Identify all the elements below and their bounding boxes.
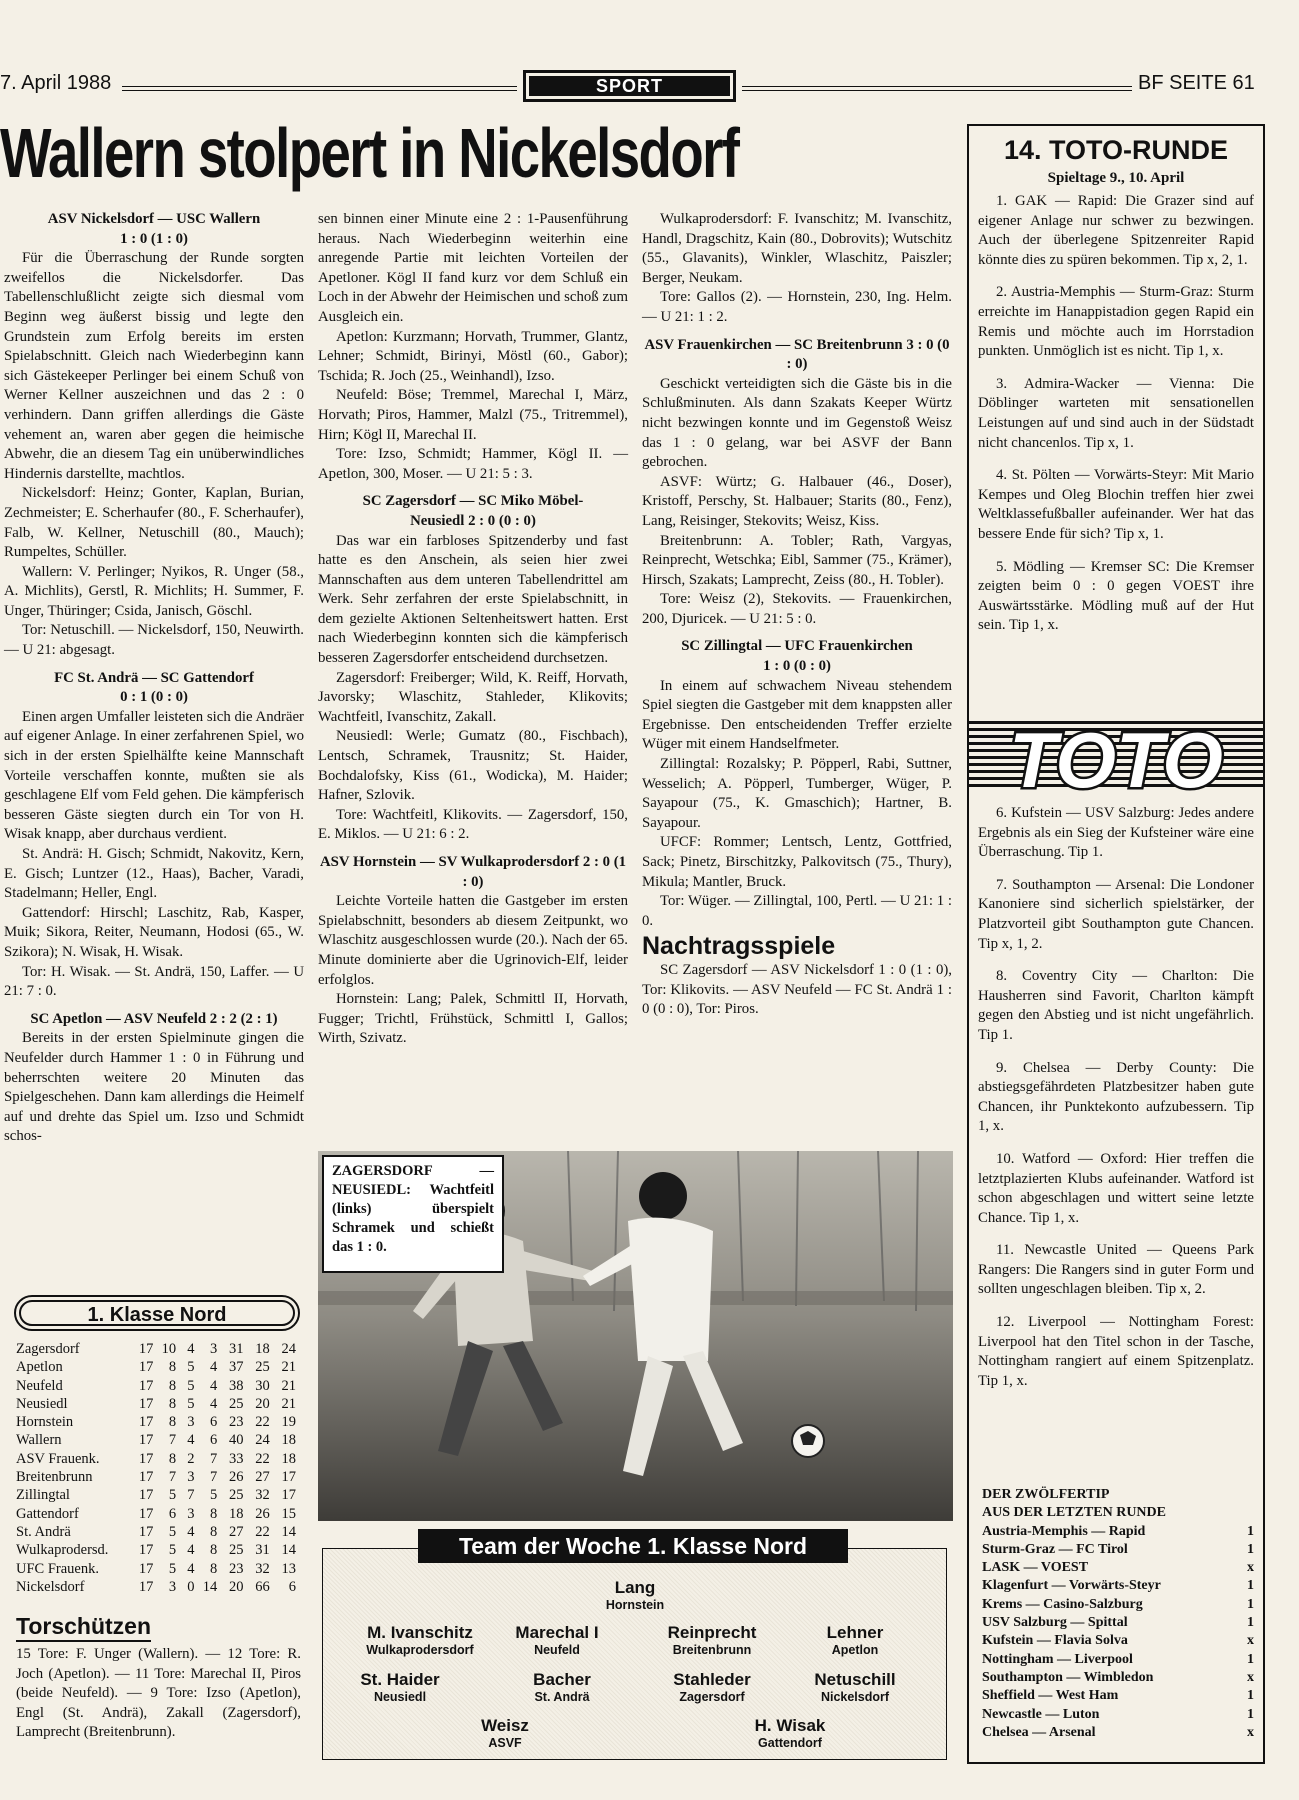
toto-tip: 5. Mödling — Kremser SC: Die Kremser zeigten beim 0 : 0 gegen VOEST ihre Auswärtsstärke. Mödling muß auf der Hut sein. Tip 1, x. [978,558,1254,634]
zwoelfertip-row [982,1687,1254,1705]
article-paragraph: Tor: H. Wisak. — St. Andrä, 150, Laffer. — U 21: 7 : 0. [4,963,304,1000]
article-paragraph: Das war ein farbloses Spitzenderby und fast hatte es den Anschein, als seien hier zwei Mannschaften aus dem unteren Tabellendrittel am Werk. Sehr zerfahren der erste Spielabschnitt, in dem gezielte Aktionen Seltenheitswert hatten. Erst nach Wiederbeginn konnten sich die kämpferisch besseren Zagersdorfer entscheidend durchsetzen. [318,532,628,667]
team-name-cell: Nickelsdorf [16,1578,85,1595]
stat-cell: 4 [209,1395,218,1412]
toto-tip: 8. Coventry City — Charlton: Die Hausherren sind Favorit, Charlton kämpft gegen den Abstieg und ist nicht ungefährlich. Tip 1. [978,968,1254,1043]
player-club: Neusiedl [373,1690,427,1704]
stat-cell: 18 [281,1432,296,1449]
stat-cell: 8 [209,1523,218,1540]
player-club: Hornstein [605,1598,665,1612]
table-row [16,1377,296,1395]
zwoelfertip-subtitle: AUS DER LETZTEN RUNDE [982,1505,1166,1521]
stat-cell: 22 [255,1414,270,1431]
team-name-cell: Apetlon [16,1359,63,1376]
article-paragraph: St. Andrä: H. Gisch; Schmidt, Nakovitz, Kern, E. Gisch; Luntzer (12., Haas), Bacher, Varadi, Stadelmann; Heller, Engl. [4,846,304,902]
stat-cell: 22 [255,1523,270,1540]
stat-cell: 20 [255,1395,270,1412]
article-paragraph: Tore: Izso, Schmidt; Hammer, Kögl II. — Apetlon, 300, Moser. — U 21: 5 : 3. [318,446,628,482]
match-heading: ASV Nickelsdorf — USC Wallern [47,211,261,227]
stat-cell: 7 [187,1487,195,1504]
zwoelfertip-match: Sturm-Graz — FC Tirol [982,1541,1128,1557]
stat-cell: 5 [168,1523,177,1540]
table-row [16,1560,296,1578]
team-name-cell: Zagersdorf [16,1341,80,1357]
article-paragraph: In einem auf schwachem Niveau stehendem Spiel siegten die Gastgeber mit dem knappsten aller Ergebnisse. Den entscheidenden Treffer erzielte Wüger mit einem Handselfmeter. [642,677,952,753]
player-club: Breitenbrunn [672,1643,752,1657]
player-club: Nickelsdorf [820,1690,890,1704]
stat-cell: 4 [209,1359,218,1376]
zwoelfertip-row [982,1541,1254,1559]
article-paragraph: Breitenbrunn: A. Tobler; Rath, Vargyas, Reinprecht, Wetschka; Eibl, Sammer (75., Krämer), Hirsch, Szakats; Lamprecht, Zeiss (80., H. Tobler). [642,532,952,588]
article-paragraph: UFCF: Rommer; Lentsch, Lentz, Gottfried, Sack; Pinetz, Birschitzky, Palkovitsch (75., Thury), Mikula; Mantler, Bruck. [642,834,952,890]
page-headline: Wallern stolpert in Nickelsdorf [0,114,739,192]
section-label-text: SPORT [529,76,730,96]
zwoelfertip-title: DER ZWÖLFERTIP [982,1487,1110,1502]
stat-cell: 17 [138,1487,154,1504]
stat-cell: 5 [168,1542,177,1559]
stat-cell: 40 [228,1432,244,1449]
team-player [632,1670,792,1705]
table-row [16,1541,296,1559]
stat-cell: 32 [255,1487,270,1504]
article-paragraph: Hornstein: Lang; Palek, Schmittl II, Horvath, Fugger; Trichtl, Frühstück, Schmittl I, Gallos; Wirth, Szivatz. [318,991,628,1047]
zwoelfertip-match: Krems — Casino-Salzburg [982,1596,1143,1612]
scorers-heading: Torschützen [16,1612,151,1642]
stat-cell: 5 [168,1560,177,1577]
stat-cell: 2 [187,1450,195,1467]
zwoelfertip-result: 1 [1247,1706,1254,1722]
player-club: Neufeld [534,1643,580,1657]
header-rule-right [742,86,1132,91]
stat-cell: 5 [168,1487,177,1504]
team-player [555,1578,715,1613]
table-row [16,1431,296,1449]
zwoelfertip-match: Austria-Memphis — Rapid [982,1523,1146,1539]
article-paragraph: Wallern: V. Perlinger; Nyikos, R. Unger (58., A. Michlits), Gerstl, R. Michlits; H. Summer, F. Unger, Thüringer; Csida, Janisch, Göschl. [4,563,304,619]
zwoelfertip-row [982,1614,1254,1632]
stat-cell: 4 [187,1432,195,1449]
zwoelfertip-result: 1 [1247,1615,1254,1631]
stat-cell: 27 [228,1523,244,1540]
article-paragraph: Nickelsdorf: Heinz; Gonter, Kaplan, Burian, Zechmeister; E. Scherhaufer (80., F. Scherhaufer), Falb, W. Kellner, Netuschill (80., Mauch); Rumpeltes, Schüller. [4,485,304,561]
match-heading: 1 : 0 (1 : 0) [120,230,188,247]
article-paragraph: Leichte Vorteile hatten die Gastgeber im ersten Spielabschnitt, besonders ab diesem Zeitpunkt, wo Wlaschitz ausgeschlossen wurde (20.). Nach der 65. Minute dominierte aber die Ugrinovich-Elf, leider erfolglos. [318,893,628,988]
player-name: Bacher [533,1670,591,1689]
section-heading: Nachtragsspiele [642,932,836,961]
article-column-3 [642,210,952,1020]
article-paragraph: Neusiedl: Werle; Gumatz (80., Fischbach), Lentsch, Schramek, Trausnitz; St. Haider, Bochdalofsky, Kiss (61., Wodicka), M. Haider; Hafner, Szlovik. [318,728,628,804]
stat-cell: 4 [187,1560,195,1577]
stat-cell: 8 [168,1414,177,1431]
stat-cell: 6 [209,1414,218,1431]
issue-date: 7. April 1988 [0,72,112,94]
stat-cell: 25 [228,1542,244,1559]
player-name: Reinprecht [667,1623,757,1642]
team-player [340,1623,500,1658]
photo-caption: ZAGERSDORF — NEUSIEDL: Wachtfeitl (links) überspielt Schramek und schießt das 1 : 0. [322,1155,504,1273]
section-label [523,70,736,102]
team-player [477,1623,637,1658]
team-name-cell: St. Andrä [16,1523,71,1540]
team-player [775,1623,935,1658]
player-club: Zagersdorf [679,1690,745,1704]
toto-logo [969,715,1263,797]
stat-cell: 7 [209,1469,218,1486]
article-paragraph: Tor: Netuschill. — Nickelsdorf, 150, Neuwirth. — U 21: abgesagt. [4,622,304,659]
zwoelfertip-match: Chelsea — Arsenal [982,1724,1096,1740]
stat-cell: 23 [228,1560,244,1577]
page-number: BF SEITE 61 [1138,72,1255,94]
table-row [16,1505,296,1523]
stat-cell: 17 [138,1450,154,1467]
match-heading: SC Zillingtal — UFC Frauenkirchen [681,638,913,655]
league-table [16,1340,296,1596]
toto-tip: 10. Watford — Oxford: Hier treffen die letztplazierten Klubs aufeinander. Watford ist schon abgeschlagen und wittert seine letzte Chance. Tip 1, x. [978,1150,1254,1226]
zwoelfertip-row [982,1651,1254,1669]
stat-cell: 17 [138,1395,154,1412]
table-row [16,1578,296,1596]
stat-cell: 10 [161,1341,177,1357]
player-name: Marechal I [515,1623,599,1642]
zwoelfertip-match: USV Salzburg — Spittal [982,1615,1128,1631]
player-name: Stahleder [673,1670,751,1689]
stat-cell: 3 [187,1469,195,1486]
stat-cell: 5 [187,1359,195,1376]
zwoelfertip-result: 1 [1247,1688,1254,1704]
football [792,1425,824,1457]
zwoelfertip-match: Sheffield — West Ham [982,1688,1119,1704]
zwoelfertip-row [982,1706,1254,1724]
zwoelfertip-list [982,1486,1254,1742]
team-player [320,1670,480,1705]
article-paragraph: Zagersdorf: Freiberger; Wild, K. Reiff, Horvath, Javorsky; Wlaschitz, Stahleder, Klikovits; Wachtfeitl, Ivanschitz, Zakall. [318,669,628,725]
zwoelfertip-row [982,1669,1254,1687]
stat-cell: 21 [281,1377,296,1394]
team-player [775,1670,935,1705]
player-name: Netuschill [814,1670,896,1689]
stat-cell: 3 [187,1505,195,1522]
toto-tip: 4. St. Pölten — Vorwärts-Steyr: Mit Mario Kempes und Oleg Blochin treffen hier zwei Weltklassefußballer aufeinander. Wer hat das bessere Ende für sich? Tip x, 1. [978,467,1254,542]
zwoelfertip-row [982,1724,1254,1742]
article-paragraph: Tor: Wüger. — Zillingtal, 100, Pertl. — U 21: 1 : 0. [642,893,952,929]
zwoelfertip-match: Nottingham — Liverpool [982,1651,1133,1667]
match-heading: ASV Hornstein — SV Wulkaprodersdorf 2 : 0 (1 : 0) [319,854,627,890]
match-heading: Neusiedl 2 : 0 (0 : 0) [410,512,536,529]
stat-cell: 21 [281,1395,296,1412]
stat-cell: 8 [168,1359,177,1376]
player-club: ASVF [488,1736,522,1750]
stat-cell: 14 [202,1578,218,1595]
article-paragraph: Bereits in der ersten Spielminute gingen die Neufelder durch Hammer 1 : 0 in Führung und beherrschten weitere 20 Minuten das Spielgeschehen. Dann kam allerdings die Heimelf auf und drehte das Spiel um. Izso und Schmidt schos- [4,1030,304,1145]
stat-cell: 17 [138,1523,154,1540]
match-heading: SC Zagersdorf — SC Miko Möbel- [362,493,584,510]
zwoelfertip-result: 1 [1247,1541,1254,1557]
match-heading: ASV Frauenkirchen — SC Breitenbrunn 3 : 0 (0 : 0) [644,336,950,373]
stat-cell: 4 [187,1341,195,1357]
match-heading: SC Apetlon — ASV Neufeld 2 : 2 (2 : 1) [30,1010,278,1027]
toto-tip: 6. Kufstein — USV Salzburg: Jedes andere Ergebnis als ein Sieg der Kufsteiner wäre eine Überraschung. Tip 1. [978,805,1254,861]
player-name: M. Ivanschitz [367,1623,473,1642]
stat-cell: 31 [228,1341,244,1357]
stat-cell: 26 [255,1505,270,1522]
stat-cell: 8 [168,1395,177,1412]
zwoelfertip-match: LASK — VOEST [982,1560,1089,1576]
article-column-2 [318,210,628,1049]
stat-cell: 6 [168,1505,177,1522]
team-player [425,1716,585,1751]
stat-cell: 3 [209,1341,218,1357]
stat-cell: 15 [281,1505,296,1522]
player-club: Wulkaprodersdorf [366,1643,474,1657]
stat-cell: 7 [168,1469,177,1486]
team-name-cell: Wallern [16,1432,62,1449]
zwoelfertip-result: x [1247,1724,1254,1740]
stat-cell: 66 [255,1578,270,1595]
article-paragraph: Tore: Weisz (2), Stekovits. — Frauenkirchen, 200, Djuricek. — U 21: 5 : 0. [642,591,952,627]
zwoelfertip-result: 1 [1247,1578,1254,1594]
table-row [16,1395,296,1413]
article-paragraph: SC Zagersdorf — ASV Nickelsdorf 1 : 0 (1 : 0), Tor: Klikovits. — ASV Neufeld — FC St. Andrä 1 : 0 (0 : 0), Tor: Piros. [642,961,952,1018]
team-name-cell: Gattendorf [16,1505,79,1522]
toto-subtitle: Spieltage 9., 10. April [1047,170,1185,186]
stat-cell: 8 [168,1377,177,1394]
zwoelfertip-row [982,1559,1254,1577]
team-name-cell: Hornstein [16,1414,74,1431]
toto-tip: 12. Liverpool — Nottingham Forest: Liverpool hat den Titel schon in der Tasche, Nottingham rangiert auf einem Spitzenplatz. Tip 1, x. [978,1314,1254,1389]
toto-tip: 1. GAK — Rapid: Die Grazer sind auf eigener Anlage nur schwer zu bezwingen. Auch der überlegene Spitzenreiter Rapid könnte dies zu spüren bekommen. Tip x, 2, 1. [978,193,1254,268]
stat-cell: 17 [138,1469,154,1486]
stat-cell: 30 [255,1377,270,1394]
toto-tip: 3. Admira-Wacker — Vienna: Die Döblinger warteten mit sensationellen Leistungen auf und sind auch in der Südstadt nicht chancenlos. Tip x, 1. [978,375,1254,451]
table-row [16,1450,296,1468]
stat-cell: 7 [168,1432,177,1449]
zwoelfertip-match: Southampton — Wimbledon [982,1669,1154,1685]
zwoelfertip-match: Newcastle — Luton [982,1706,1100,1722]
zwoelfertip-result: x [1247,1669,1254,1685]
team-name-cell: Neufeld [16,1377,63,1394]
toto-tip: 7. Southampton — Arsenal: Die Londoner Kanoniere sind sicherlich spielstärker, der Platzvorteil gibt Southampton gute Chancen. Tip x, 1, 2. [978,876,1254,952]
article-column-1 [4,210,304,1147]
stat-cell: 17 [138,1341,154,1357]
stat-cell: 17 [138,1505,154,1522]
stat-cell: 17 [138,1377,154,1394]
team-name-cell: Breitenbrunn [16,1469,93,1486]
article-paragraph: Gattendorf: Hirschl; Laschitz, Rab, Kasper, Muik; Sikora, Reiter, Neumann, Hodosi (65., W. Szikora); N. Wisak, H. Wisak. [4,904,304,960]
stat-cell: 17 [281,1487,296,1504]
table-row [16,1523,296,1541]
table-row [16,1358,296,1376]
toto-tips-top [978,192,1254,649]
stat-cell: 7 [209,1450,218,1467]
stat-cell: 6 [288,1578,296,1595]
team-player [482,1670,642,1705]
stat-cell: 33 [228,1450,244,1467]
article-paragraph: Geschickt verteidigten sich die Gäste bis in die Schlußminuten. Als dann Szakats Keeper Würtz nicht bezwingen konnte und im Gegenstoß Weisz das 1 : 0 gelang, war bei ASVF der Bann gebrochen. [642,375,952,471]
stat-cell: 23 [228,1414,244,1431]
team-player [632,1623,792,1658]
article-paragraph: Tore: Wachtfeitl, Klikovits. — Zagersdorf, 150, E. Miklos. — U 21: 6 : 2. [318,806,628,843]
stat-cell: 18 [228,1505,244,1522]
stat-cell: 27 [255,1469,270,1486]
table-row [16,1486,296,1504]
match-heading: FC St. Andrä — SC Gattendorf [54,669,254,686]
zwoelfertip-match: Kufstein — Flavia Solva [982,1633,1128,1649]
stat-cell: 37 [228,1359,244,1376]
zwoelfertip-result: 1 [1247,1651,1254,1667]
stat-cell: 25 [228,1395,244,1412]
zwoelfertip-row [982,1577,1254,1595]
toto-tips-bottom [978,804,1254,1404]
zwoelfertip-match: Klagenfurt — Vorwärts-Steyr [982,1578,1161,1594]
stat-cell: 0 [187,1578,195,1595]
table-title: 1. Klasse Nord [19,1300,295,1326]
stat-cell: 17 [138,1414,154,1431]
header-rule-left [122,86,517,91]
player-club: St. Andrä [534,1690,590,1704]
stat-cell: 22 [255,1450,270,1467]
stat-cell: 17 [138,1542,154,1559]
scorers-text: 15 Tore: F. Unger (Wallern). — 12 Tore: R. Joch (Apetlon). — 11 Tore: Marechal II, Piros (beide Neufeld). — 9 Tore: Izso (Apetlon), Engl (St. Andrä), Zakall (Zagersdorf), Lamprecht (Breitenbrunn). [16,1646,301,1741]
article-paragraph: Neufeld: Böse; Tremmel, Marechal I, März, Horvath; Piros, Hammer, Malzl (75., Tritremmel), Hirn; Kögl II, Marechal II. [318,387,628,443]
stat-cell: 32 [255,1560,270,1577]
stat-cell: 8 [168,1450,177,1467]
article-paragraph: Wulkaprodersdorf: F. Ivanschitz; M. Ivanschitz, Handl, Dragschitz, Kain (80., Dobrovits); Wutschitz (55., Glavanits), Winkler, Wlaschitz, Paiszler; Berger, Neukam. [642,211,952,286]
match-heading: 1 : 0 (0 : 0) [763,658,831,675]
player-club: Apetlon [831,1643,879,1657]
article-paragraph: Zillingtal: Rozalsky; P. Pöpperl, Rabi, Suttner, Wesselich; A. Pöpperl, Tumberger, Wüger, P. Sayapour (75., K. Gmaschich); Hartner, B. Sayapour. [642,756,952,831]
player-name: Lang [614,1578,656,1597]
stat-cell: 5 [209,1487,218,1504]
article-paragraph: ASVF: Würtz; G. Halbauer (46., Doser), Kristoff, Perschy, St. Halbauer; Starits (80., Fenz), Lang, Reisinger, Stekovits; Weisz, Kiss. [642,473,952,529]
player-club: Gattendorf [758,1736,822,1750]
stat-cell: 14 [281,1523,296,1540]
player-name: St. Haider [360,1670,440,1689]
toto-tip: 9. Chelsea — Derby County: Die abstiegsgefährdeten Platzbesitzer haben gute Chancen, ihr Punktekonto aufzubessern. Tip 1, x. [978,1059,1254,1135]
stat-cell: 3 [187,1414,195,1431]
zwoelfertip-row [982,1523,1254,1541]
article-paragraph: Für die Überraschung der Runde sorgten zweifellos die Nickelsdorfer. Das Tabellenschlußlicht zeigte sich diesmal vom Beginn weg äußerst bissig und legte den Grundstein zum Erfolg bereits im ersten Spielabschnitt. Gleich nach Wiederbeginn kann sich Gästekeeper Perlinger bei einem Schuß von Werner Kellner auszeichnen und das 2 : 0 verhindern. Dann griffen allerdings die Gäste vehement an, waren aber gegen die heimische Abwehr, die an diesem Tag ein unüberwindliches Hindernis darstellte, machtlos. [4,250,304,482]
stat-cell: 17 [281,1469,296,1486]
team-player [710,1716,870,1751]
stat-cell: 38 [228,1377,244,1394]
stat-cell: 18 [281,1450,296,1467]
stat-cell: 6 [209,1432,218,1449]
table-row [16,1413,296,1431]
stat-cell: 5 [187,1395,195,1412]
table-title-box [14,1295,300,1331]
stat-cell: 17 [138,1560,154,1577]
article-paragraph: Apetlon: Kurzmann; Horvath, Trummer, Glantz, Lehner; Schmidt, Birinyi, Möstl (60., Gabor); Tschida; R. Joch (25., Weinhandl), Izso. [318,328,628,384]
table-row [16,1340,296,1358]
team-of-week-title: Team der Woche 1. Klasse Nord [418,1529,848,1563]
article-paragraph: sen binnen einer Minute eine 2 : 1-Pausenführung heraus. Nach Wiederbeginn weiterhin eine anregende Partie mit leichten Vorteilen der Apetloner. Kögl II fand kurz vor dem Schluß ein Loch in der Abwehr der Heimischen und schoß zum Ausgleich ein. [318,211,628,325]
stat-cell: 25 [228,1487,244,1504]
zwoelfertip-row [982,1596,1254,1614]
team-name-cell: Neusiedl [16,1395,68,1412]
zwoelfertip-result: 1 [1247,1523,1254,1539]
toto-tip: 11. Newcastle United — Queens Park Rangers: Die Rangers sind in guter Form und sollten ungeschlagen bleiben. Tip x, 2. [978,1242,1254,1298]
zwoelfertip-result: x [1247,1560,1254,1576]
team-name-cell: ASV Frauenk. [16,1450,100,1467]
stat-cell: 31 [255,1542,270,1559]
stat-cell: 4 [187,1523,195,1540]
stat-cell: 8 [209,1505,218,1522]
team-name-cell: Wulkaprodersd. [16,1542,109,1559]
toto-title: 14. TOTO-RUNDE [1003,135,1229,165]
stat-cell: 17 [138,1578,154,1595]
stat-cell: 21 [281,1359,296,1376]
stat-cell: 17 [138,1432,154,1449]
zwoelfertip-result: 1 [1247,1596,1254,1612]
player-name: Weisz [481,1716,529,1735]
team-name-cell: UFC Frauenk. [16,1560,99,1577]
stat-cell: 3 [168,1578,177,1595]
team-name-cell: Zillingtal [16,1487,70,1504]
player-name: H. Wisak [754,1716,826,1735]
stat-cell: 4 [209,1377,218,1394]
stat-cell: 24 [281,1341,296,1357]
stat-cell: 19 [281,1414,296,1431]
stat-cell: 25 [255,1359,270,1376]
table-row [16,1468,296,1486]
match-heading: 0 : 1 (0 : 0) [120,689,188,706]
stat-cell: 26 [228,1469,244,1486]
zwoelfertip-result: x [1247,1633,1254,1649]
stat-cell: 8 [209,1542,218,1559]
stat-cell: 8 [209,1560,218,1577]
stat-cell: 20 [228,1578,244,1595]
article-paragraph: Tore: Gallos (2). — Hornstein, 230, Ing. Helm. — U 21: 1 : 2. [642,289,952,325]
toto-logo-text: TOTO [1009,716,1223,797]
stat-cell: 5 [187,1377,195,1394]
zwoelfertip-row [982,1632,1254,1650]
stat-cell: 13 [281,1560,296,1577]
stat-cell: 17 [138,1359,154,1376]
stat-cell: 24 [255,1432,270,1449]
article-paragraph: Einen argen Umfaller leisteten sich die Andräer auf eigener Anlage. In einer zerfahrenen Spiel, wo sich in der ersten Spielhälfte keine Mannschaft Vorteile verschaffen konnte, mußten sie als geschlagene Elf vom Feld gehen. Die kämpferisch besseren Gäste siegten durch ein Tor von H. Wisak knapp, aber durchaus verdient. [4,708,304,843]
stat-cell: 4 [187,1542,195,1559]
stat-cell: 18 [255,1341,270,1357]
stat-cell: 14 [281,1542,296,1559]
player-name: Lehner [826,1623,884,1642]
toto-tip: 2. Austria-Memphis — Sturm-Graz: Sturm erreichte im Hanappistadion gegen Rapid ein Remis und möchte auch im Horrstadion punkten. Unmöglich ist es nicht. Tip 1, x. [978,284,1254,360]
